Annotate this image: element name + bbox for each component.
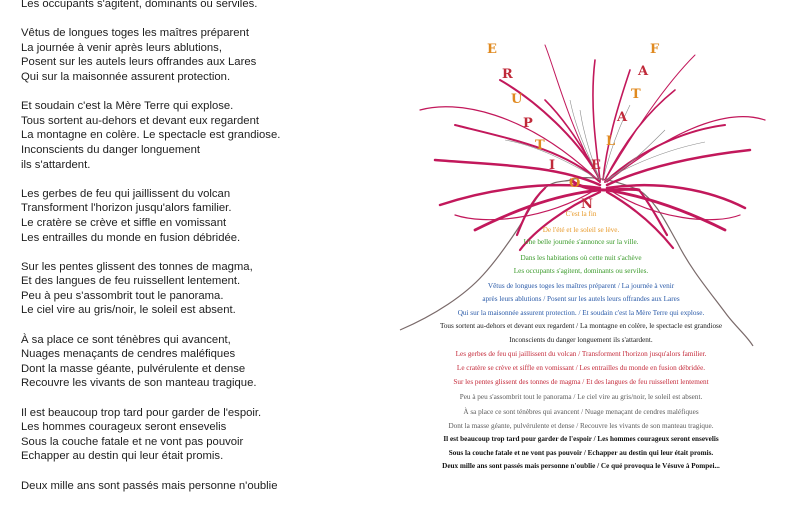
- title-letter: E: [487, 42, 497, 57]
- poem-line: Deux mille ans sont passés mais personne n'oublie: [21, 479, 278, 492]
- calligram-line: Il est beaucoup trop tard pour garder de l'espoir / Les hommes courageux seront ensevelis: [443, 435, 719, 443]
- poem-line: Transforment l'horizon jusqu'alors familier.: [21, 202, 232, 215]
- title-letter: E: [591, 158, 601, 173]
- calligram-line: Qui sur la maisonnée assurent protection. / Et soudain c'est la Mère Terre qui explose.: [457, 309, 705, 317]
- title-letter: R: [502, 67, 513, 82]
- calligram-line: De l'été et le soleil se lève.: [542, 226, 620, 234]
- calligram-line: Vêtus de longues toges les maîtres préparent / La journée à venir: [487, 282, 675, 290]
- title-letter: A: [617, 110, 628, 125]
- title-letter: T: [535, 138, 545, 153]
- poem-line: Recouvre les vivants de son manteau tragique.: [21, 377, 257, 390]
- poem-stanza: [21, 333, 321, 391]
- calligram-line: après leurs ablutions / Posent sur les autels leurs offrandes aux Lares: [482, 295, 680, 303]
- poem-stanza: [21, 479, 321, 494]
- calligram-line: Peu à peu s'assombrit tout le panorama / Le ciel vire au gris/noir, le soleil est absent.: [459, 393, 703, 401]
- poem-line: Les gerbes de feu qui jaillissent du volcan: [21, 187, 231, 200]
- poem-line: Peu à peu s'assombrit tout le panorama.: [21, 289, 224, 302]
- poem-line: Le ciel vire au gris/noir, le soleil est absent.: [21, 304, 236, 317]
- poem-line: Sur les pentes glissent des tonnes de magma,: [21, 260, 253, 273]
- lava-burst: [420, 45, 765, 250]
- poem-line: À sa place ce sont ténèbres qui avancent,: [21, 333, 231, 346]
- title-letter: F: [650, 42, 660, 57]
- poem-stanza: [21, 260, 321, 318]
- calligram-line: Dans les habitations où cette nuit s'achève: [520, 254, 642, 262]
- title-letter: A: [638, 64, 649, 79]
- poem-line: La journée à venir après leurs ablutions,: [21, 41, 222, 54]
- title-letter: P: [523, 116, 533, 131]
- title-letter: U: [511, 92, 523, 107]
- poem-line: Vêtus de longues toges les maîtres préparent: [21, 27, 249, 40]
- calligram-line: Sous la couche fatale et ne vont pas pouvoir / Echapper au destin qui leur était promis.: [448, 449, 714, 457]
- title-letter: T: [631, 87, 641, 102]
- poem-line: ils s'attardent.: [21, 158, 91, 171]
- poem-line: Les hommes courageux seront ensevelis: [21, 421, 227, 434]
- poem-line: Le cratère se crève et siffle en vomissant: [21, 216, 227, 229]
- calligram-line: Dont la masse géante, pulvérulente et dense / Recouvre les vivants de son manteau tragique.: [448, 422, 714, 430]
- calligram-line: Une belle journée s'annonce sur la ville.: [523, 238, 639, 246]
- title-letter: I: [549, 158, 556, 173]
- title-letter: N: [581, 197, 593, 212]
- poem-stanza: [21, 0, 321, 12]
- title-letter: L: [606, 134, 616, 149]
- calligram-line: À sa place ce sont ténèbres qui avancent / Nuage menaçant de cendres maléfiques: [463, 408, 699, 416]
- poem-line: Dont la masse géante, pulvérulente et dense: [21, 362, 246, 375]
- poem-line: Les occupants s'agitent, dominants ou serviles.: [21, 0, 258, 10]
- poem-line: Il est beaucoup trop tard pour garder de l'espoir.: [21, 406, 262, 419]
- calligram-line: Deux mille ans sont passés mais personne n'oublie / Ce qué provoqua le Vésuve à Pompei...: [442, 462, 720, 470]
- poem-line: Et soudain c'est la Mère Terre qui explose.: [21, 100, 234, 113]
- poem-line: Tous sortent au-dehors et devant eux regardent: [21, 114, 260, 127]
- poem-stanza: [21, 99, 321, 172]
- calligram-line: Les occupants s'agitent, dominants ou serviles.: [513, 267, 649, 275]
- poem-line: Et des langues de feu ruissellent lentement.: [21, 275, 241, 288]
- calligram-line: C'est la fin: [565, 210, 597, 218]
- calligram-line: Les gerbes de feu qui jaillissent du volcan / Transforment l'horizon jusqu'alors familier.: [455, 350, 707, 358]
- calligram-line: Le cratère se crève et siffle en vomissant / Les entrailles du monde en fusion débridée.: [456, 364, 706, 372]
- title-letter: O: [569, 176, 581, 191]
- poem-line: Nuages menaçants de cendres maléfiques: [21, 348, 236, 361]
- calligram-line: Tous sortent au-dehors et devant eux regardent / La montagne en colère, le spectacle est grandiose: [439, 322, 723, 330]
- poem-line: Inconscients du danger longuement: [21, 143, 200, 156]
- calligram-line: Inconscients du danger longuement ils s'attardent.: [509, 336, 653, 344]
- poem-stanza: [21, 26, 321, 84]
- poem-line: Echapper au destin qui leur était promis.: [21, 450, 224, 463]
- calligram-line: Sur les pentes glissent des tonnes de magma / Et des langues de feu ruissellent lentement: [453, 378, 709, 386]
- poem-line: La montagne en colère. Le spectacle est grandiose.: [21, 129, 281, 142]
- poem-stanza: [21, 187, 321, 245]
- poem-line: Posent sur les autels leurs offrandes aux Lares: [21, 56, 257, 69]
- poem-text: [21, 0, 321, 508]
- poem-stanza: [21, 406, 321, 464]
- poem-line: Sous la couche fatale et ne vont pas pouvoir: [21, 435, 244, 448]
- poem-line: Les entrailles du monde en fusion débridée.: [21, 231, 241, 244]
- poem-line: Qui sur la maisonnée assurent protection.: [21, 70, 231, 83]
- volcano-calligram: [395, 30, 775, 475]
